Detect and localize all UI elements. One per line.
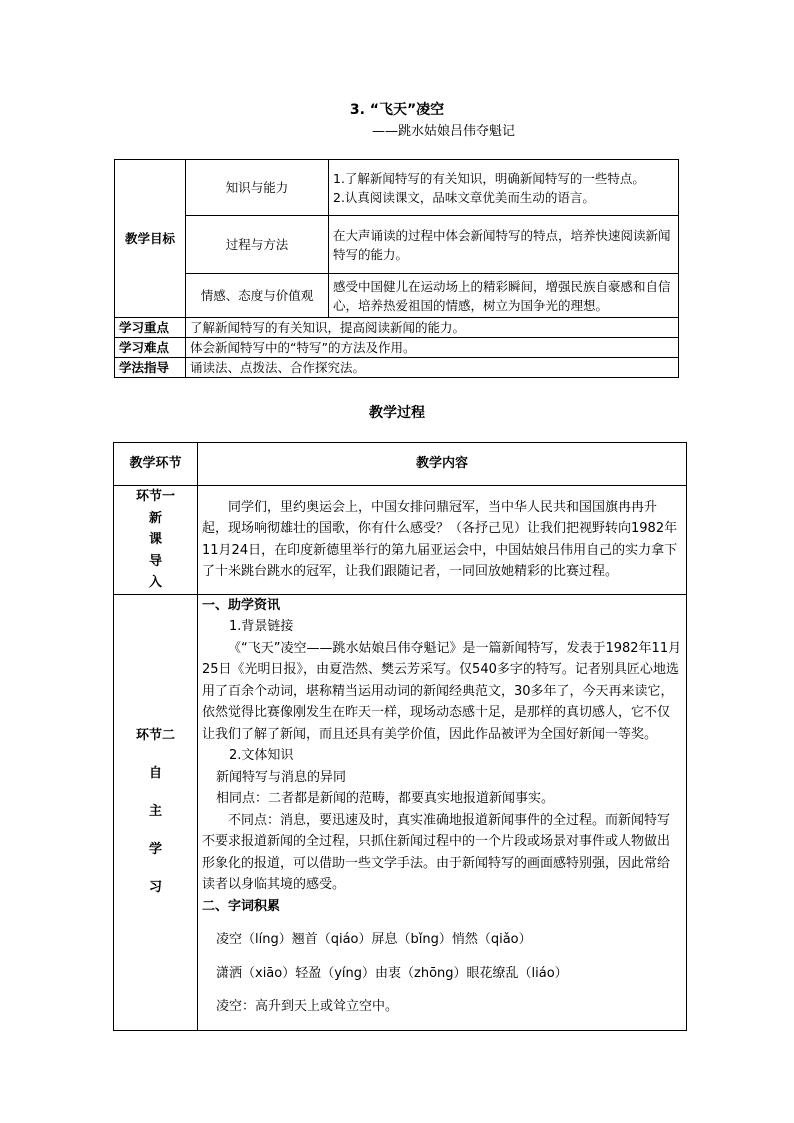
objective-knowledge: 1.了解新闻特写的有关知识，明确新闻特写的一些特点。 2.认真阅读课文，品味文章优美而生动的语言。 bbox=[329, 160, 679, 216]
process-head-content: 教学内容 bbox=[198, 443, 687, 486]
objectives-table bbox=[114, 159, 679, 378]
objective-emotion: 感受中国健儿在运动场上的精彩瞬间，增强民族自豪感和自信心，培养热爱祖国的情感，树立为国争光的理想。 bbox=[329, 274, 679, 318]
process-head-stage: 教学环节 bbox=[114, 443, 198, 486]
stage2-content bbox=[198, 594, 687, 1030]
stage1-content: 同学们，里约奥运会上，中国女排问鼎冠军，当中华人民共和国国旗冉冉升起，现场响彻雄壮的国歌，你有什么感受？（各抒己见）让我们把视野转向1982年11月24日，在印度新德里举行的第九届亚运会中，中国姑娘吕伟用自己的实力拿下了十米跳台跳水的冠军，让我们跟随记者，一同回放她精彩的比赛过程。 bbox=[198, 486, 687, 595]
process-title: 教学过程 bbox=[369, 405, 425, 421]
stage1-label: 环节一 新 课 导 入 bbox=[114, 486, 198, 595]
objective-label-knowledge: 知识与能力 bbox=[186, 160, 329, 216]
sub-genre: 2.文体知识 bbox=[229, 748, 294, 763]
sub-background: 1.背景链接 bbox=[229, 619, 294, 634]
genre-line: 新闻特写与消息的异同 bbox=[216, 769, 347, 785]
difference-paragraph: 不同点：消息，要迅速及时，真实准确地报道新闻事件的全过程。而新闻特写不要求报道新闻的全过程，只抓住新闻过程中的一个片段或场景对事件或人物做出形象化的报道，可以借助一些文学手法。由于新闻特写的画面感特别强，因此常给读者以身临其境的感受。 bbox=[202, 812, 671, 892]
method-value: 诵读法、点拨法、合作探究法。 bbox=[186, 358, 679, 378]
heading-vocab: 二、字词积累 bbox=[202, 898, 281, 914]
objectives-label: 教学目标 bbox=[115, 160, 186, 318]
difficulty-value: 体会新闻特写中的“特写”的方法及作用。 bbox=[186, 338, 679, 358]
objective-label-process: 过程与方法 bbox=[186, 216, 329, 274]
stage2-label: 环节二 自 主 学 习 bbox=[114, 594, 198, 1030]
background-paragraph: 《“飞天”凌空——跳水姑娘吕伟夺魁记》是一篇新闻特写，发表于1982年11月25日《光明日报》，由夏浩然、樊云芳采写。仅540多字的特写。记者别具匠心地选用了百余个动词，堪称精当运用动词的新闻经典范文，30多年了，今天再来读它，依然觉得比赛像刚发生在昨天一样，现场动态感十足，是那样的真切感人，它不仅让我们了解了新闻，而且还具有美学价值，因此作品被评为全国好新闻一等奖。 bbox=[202, 640, 682, 742]
process-table bbox=[113, 442, 687, 1031]
similarity-line: 相同点：二者都是新闻的范畴，都要真实地报道新闻事实。 bbox=[216, 791, 555, 806]
key-point-label: 学习重点 bbox=[115, 318, 186, 338]
key-point-value: 了解新闻特写的有关知识，提高阅读新闻的能力。 bbox=[186, 318, 679, 338]
vocab-line-1: 凌空（líng）翘首（qiáo）屏息（bǐng）悄然（qiǎo） bbox=[216, 932, 532, 947]
objective-process: 在大声诵读的过程中体会新闻特写的特点，培养快速阅读新闻特写的能力。 bbox=[329, 216, 679, 274]
document-subtitle: ——跳水姑娘吕伟夺魁记 bbox=[372, 124, 516, 139]
objective-label-emotion: 情感、态度与价值观 bbox=[186, 274, 329, 318]
method-label: 学法指导 bbox=[115, 358, 186, 378]
heading-resources: 一、助学资讯 bbox=[202, 597, 281, 613]
difficulty-label: 学习难点 bbox=[115, 338, 186, 358]
document-title: 3. “飞天”凌空 bbox=[349, 102, 445, 118]
vocab-line-3: 凌空：高升到天上或耸立空中。 bbox=[216, 999, 399, 1014]
vocab-line-2: 潇洒（xiāo）轻盈（yíng）由衷（zhōng）眼花缭乱（liáo） bbox=[216, 965, 568, 981]
